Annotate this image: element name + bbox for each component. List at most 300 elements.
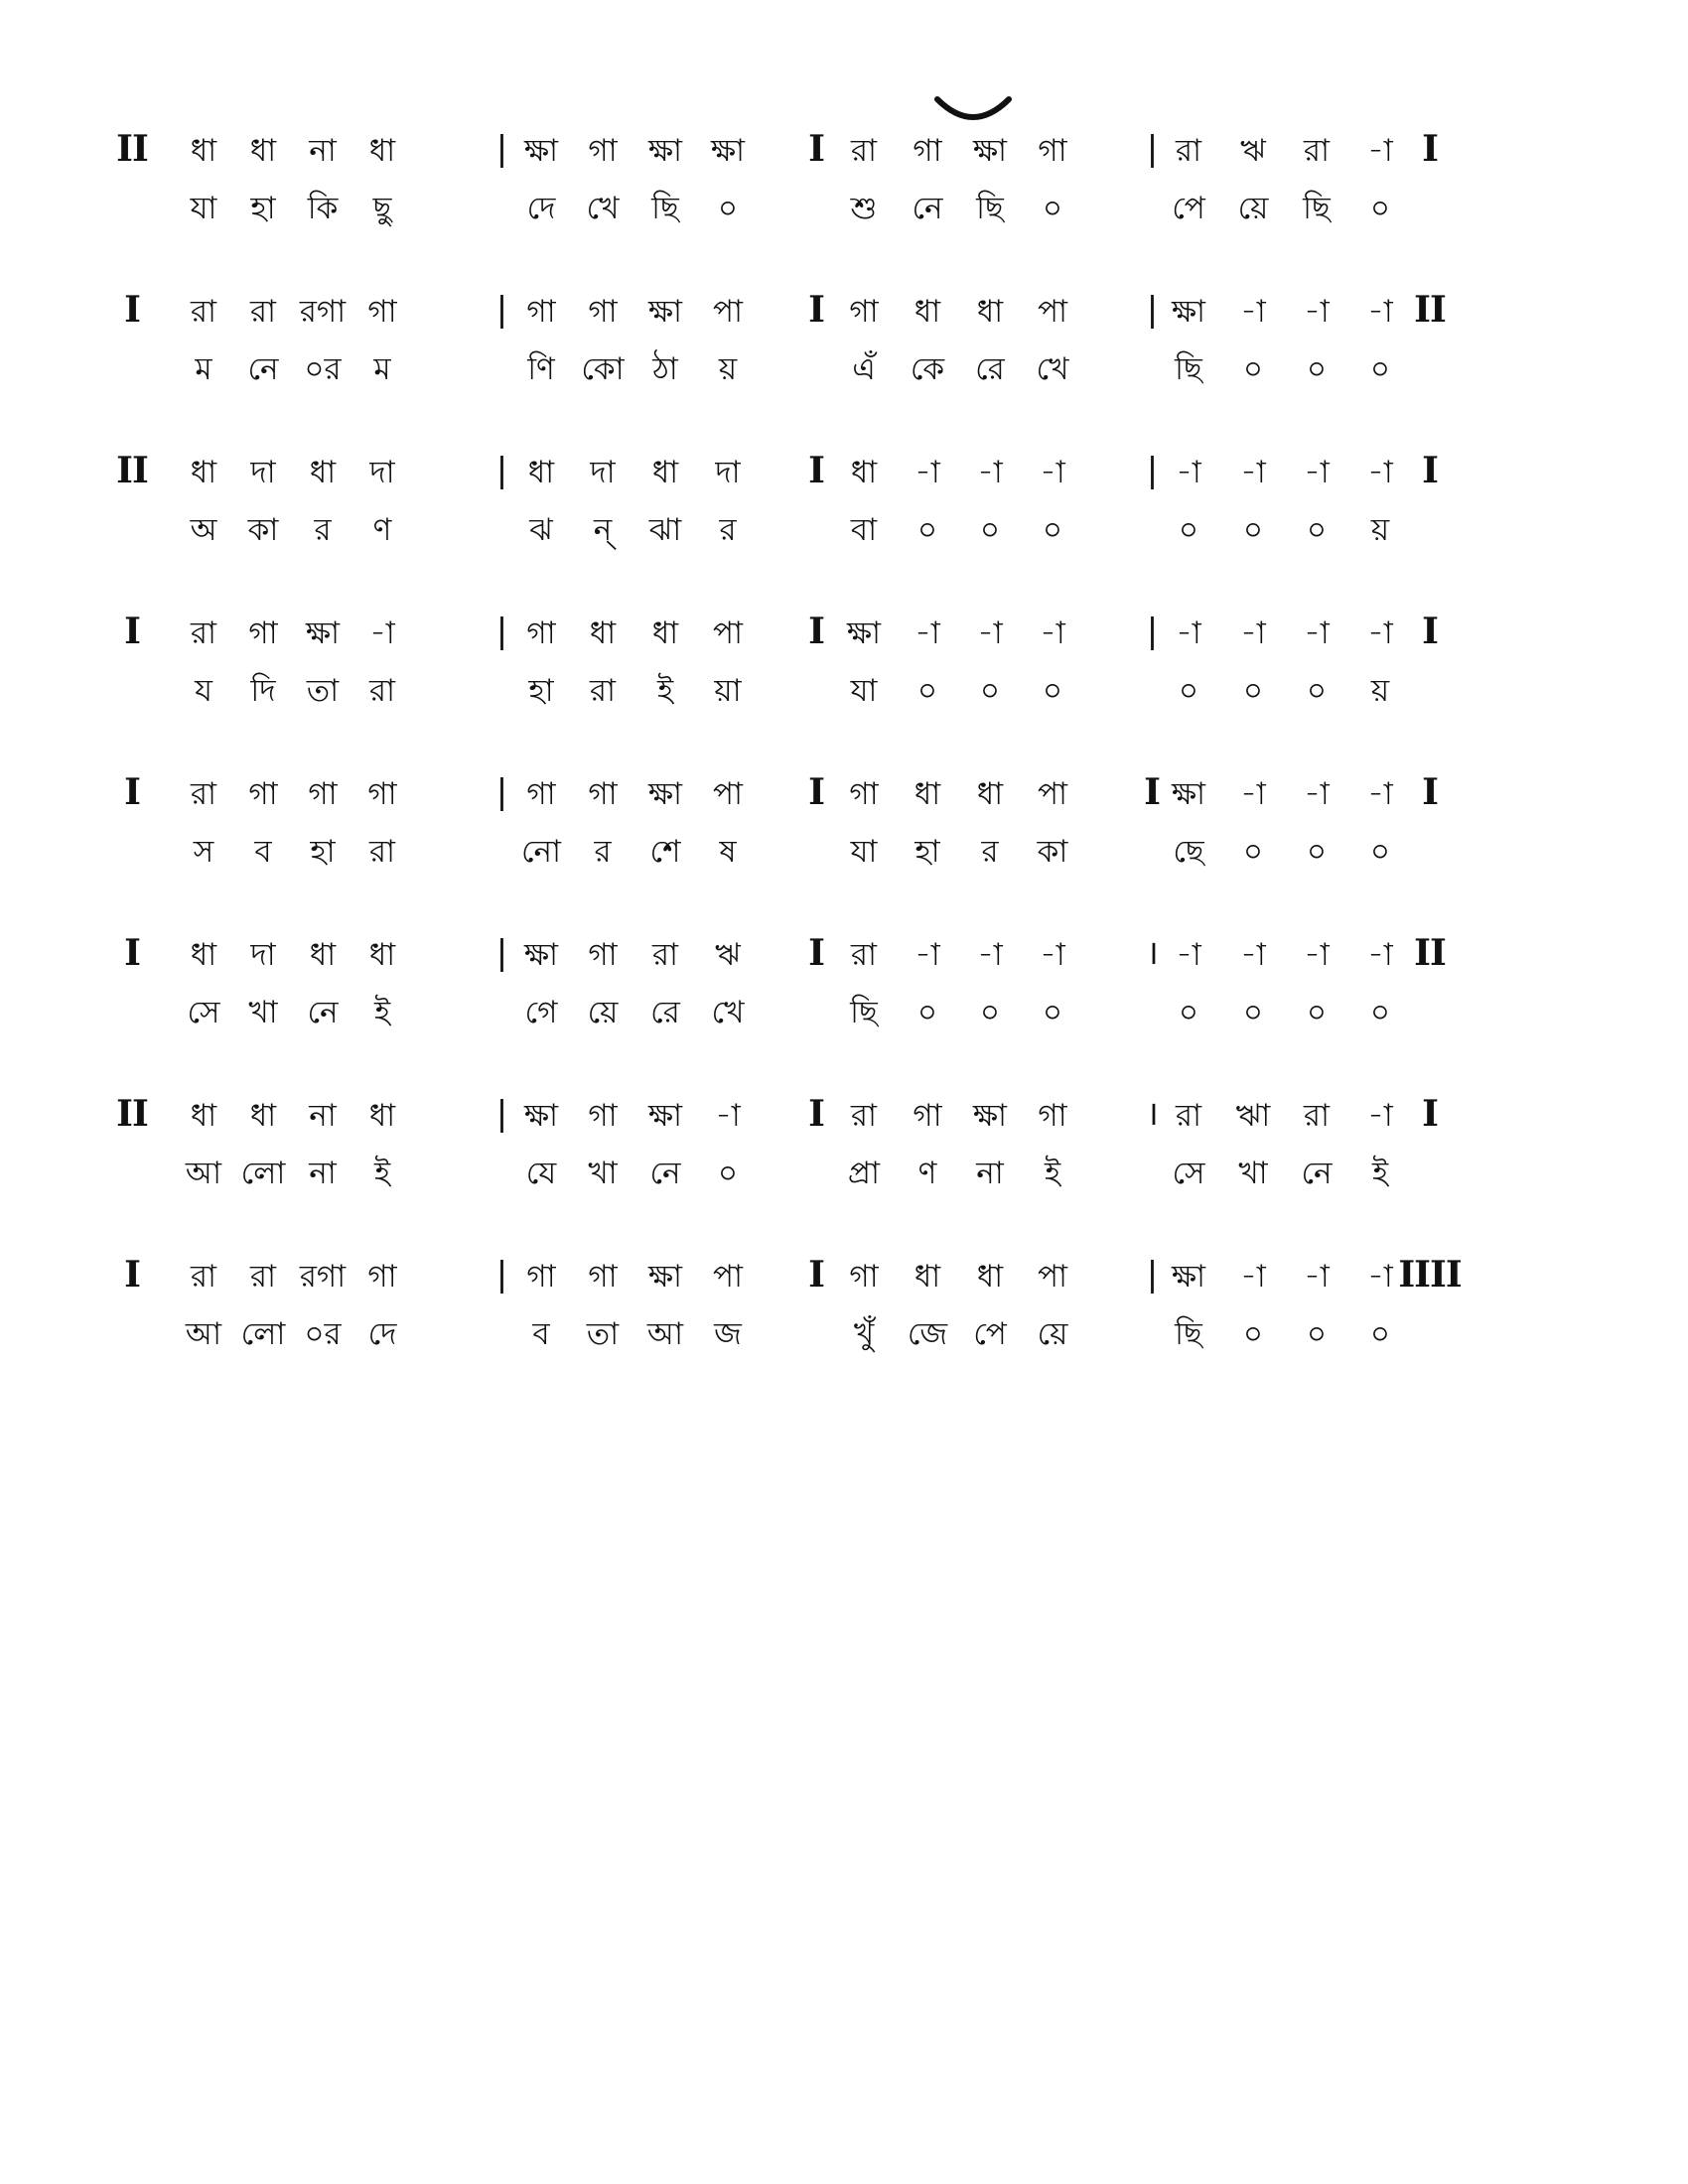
note: -া xyxy=(1176,615,1201,651)
note: -া xyxy=(1040,615,1065,651)
bar-line: I xyxy=(1422,611,1438,652)
note: ক্ষা xyxy=(846,615,882,651)
bar-line: II xyxy=(116,1093,148,1135)
note: -া xyxy=(914,455,940,490)
note: রা xyxy=(249,294,277,330)
bar-line: । xyxy=(1146,1094,1158,1134)
note-row xyxy=(0,1092,1688,1140)
note: রা xyxy=(1175,1098,1202,1134)
note: -া xyxy=(1240,294,1266,330)
lyric-syllable: ০ xyxy=(717,1156,739,1191)
note: ধা xyxy=(651,455,679,490)
lyric-syllable: প্রা xyxy=(847,1156,881,1191)
lyric-syllable: ন্ xyxy=(593,512,613,548)
note: -া xyxy=(1367,133,1393,169)
note: -া xyxy=(1367,615,1393,651)
lyric-syllable: ০ xyxy=(979,995,1001,1030)
lyric-syllable: জে xyxy=(907,1316,948,1352)
note: ঋ xyxy=(1240,133,1266,169)
note: গা xyxy=(308,776,338,812)
note: ধা xyxy=(914,776,941,812)
bar-line: I xyxy=(1422,771,1438,813)
lyric-syllable: য় xyxy=(1370,512,1390,548)
lyric-row xyxy=(0,828,1688,876)
note-row xyxy=(0,449,1688,496)
lyric-syllable: ০ xyxy=(1042,191,1063,226)
note: ধা xyxy=(976,1259,1004,1295)
bar-line: | xyxy=(1146,451,1158,490)
lyric-syllable: ০ xyxy=(1178,995,1199,1030)
note: ধা xyxy=(976,776,1004,812)
note: -া xyxy=(1367,1259,1393,1295)
bar-line: | xyxy=(495,1255,507,1295)
lyric-syllable: এঁ xyxy=(852,351,876,387)
note: ক্ষা xyxy=(523,1098,559,1134)
lyric-syllable: ০ xyxy=(1242,512,1264,548)
lyric-syllable: ছি xyxy=(1175,1316,1202,1352)
note: ক্ষা xyxy=(1171,294,1206,330)
lyric-syllable: ০ xyxy=(1178,673,1199,709)
note: -া xyxy=(977,937,1003,973)
lyric-syllable: ০ xyxy=(1242,995,1264,1030)
note: -া xyxy=(1040,937,1065,973)
lyric-syllable: র xyxy=(314,512,332,548)
lyric-syllable: ০ xyxy=(1042,512,1063,548)
note: রা xyxy=(850,133,878,169)
lyric-row xyxy=(0,345,1688,393)
lyric-syllable: ০ xyxy=(916,673,938,709)
lyric-syllable: ণি xyxy=(527,351,555,387)
lyric-syllable: নে xyxy=(1301,1156,1333,1191)
note: -া xyxy=(1367,455,1393,490)
note: -া xyxy=(1240,615,1266,651)
lyric-syllable: লো xyxy=(240,1316,286,1352)
bar-line: IIII xyxy=(1398,1254,1462,1296)
note: -া xyxy=(977,615,1003,651)
lyric-syllable: ০ xyxy=(1242,1316,1264,1352)
note: ক্ষা xyxy=(1171,776,1206,812)
lyric-syllable: গে xyxy=(524,995,558,1030)
lyric-syllable: য়ে xyxy=(587,995,619,1030)
lyric-syllable: হা xyxy=(310,834,336,870)
note: ক্ষা xyxy=(972,133,1008,169)
note: ধা xyxy=(309,937,337,973)
lyric-syllable: ই xyxy=(1371,1156,1389,1191)
bar-line: I xyxy=(808,1254,824,1296)
lyric-syllable: খে xyxy=(711,995,745,1030)
lyric-syllable: নে xyxy=(912,191,943,226)
note: গা xyxy=(526,776,556,812)
staff-3 xyxy=(0,449,1688,598)
lyric-syllable: পে xyxy=(1172,191,1205,226)
bar-line: I xyxy=(1422,128,1438,170)
note: না xyxy=(309,1098,337,1134)
lyric-syllable: কে xyxy=(910,351,945,387)
note: -া xyxy=(1304,1259,1330,1295)
note: -া xyxy=(1240,455,1266,490)
bar-line: II xyxy=(1414,932,1446,974)
lyric-syllable: খে xyxy=(1036,351,1069,387)
note: ধা xyxy=(914,294,941,330)
lyric-syllable: ছি xyxy=(651,191,679,226)
lyric-syllable: র xyxy=(594,834,612,870)
lyric-syllable: ০ xyxy=(1178,512,1199,548)
note: -া xyxy=(977,455,1003,490)
lyric-syllable: য়া xyxy=(714,673,742,709)
note: ক্ষা xyxy=(1171,1259,1206,1295)
lyric-syllable: য় xyxy=(1370,673,1390,709)
note: রগা xyxy=(299,1259,347,1295)
lyric-syllable: ছি xyxy=(1303,191,1331,226)
note: -া xyxy=(1304,615,1330,651)
note: ঋা xyxy=(1235,1098,1271,1134)
note: গা xyxy=(588,294,618,330)
lyric-syllable: ঝ xyxy=(529,512,553,548)
bar-line: I xyxy=(808,771,824,813)
lyric-syllable: ০ xyxy=(1306,512,1328,548)
note-row xyxy=(0,610,1688,657)
note: ধা xyxy=(976,294,1004,330)
note: গা xyxy=(913,1098,942,1134)
note: পা xyxy=(712,776,744,812)
note: রগা xyxy=(299,294,347,330)
note: ধা xyxy=(190,133,217,169)
note: রা xyxy=(190,615,217,651)
lyric-syllable: ছি xyxy=(850,995,878,1030)
lyric-syllable: ০ xyxy=(1242,351,1264,387)
lyric-syllable: ০ xyxy=(1242,834,1264,870)
lyric-syllable: রে xyxy=(650,995,680,1030)
bar-line: I xyxy=(124,289,140,331)
note: রা xyxy=(190,776,217,812)
note: পা xyxy=(1037,1259,1068,1295)
note: গা xyxy=(248,615,278,651)
bar-line: । xyxy=(1146,933,1158,973)
lyric-syllable: ই xyxy=(373,995,391,1030)
note: পা xyxy=(712,615,744,651)
note: গা xyxy=(1038,133,1067,169)
staff-5 xyxy=(0,770,1688,919)
note: গা xyxy=(367,776,397,812)
bar-line: | xyxy=(1146,290,1158,330)
lyric-syllable: হা xyxy=(528,673,554,709)
lyric-syllable: ০ xyxy=(916,512,938,548)
bar-line: | xyxy=(495,451,507,490)
lyric-syllable: তা xyxy=(586,1316,620,1352)
lyric-syllable: আ xyxy=(646,1316,684,1352)
note: -া xyxy=(1367,776,1393,812)
bar-line: I xyxy=(808,128,824,170)
note: -া xyxy=(1240,937,1266,973)
lyric-syllable: দে xyxy=(526,191,556,226)
note: ধা xyxy=(190,455,217,490)
lyric-syllable: ঠা xyxy=(652,351,678,387)
note: -া xyxy=(1176,455,1201,490)
lyric-syllable: ০ xyxy=(1306,673,1328,709)
bar-line: | xyxy=(495,129,507,169)
note: পা xyxy=(712,1259,744,1295)
note: রা xyxy=(190,294,217,330)
lyric-syllable: আ xyxy=(185,1316,222,1352)
note: গা xyxy=(588,1259,618,1295)
lyric-syllable: ০ xyxy=(979,512,1001,548)
lyric-syllable: য়ে xyxy=(1237,191,1269,226)
note: ধা xyxy=(249,133,277,169)
note: ক্ষা xyxy=(647,776,683,812)
lyric-syllable: পে xyxy=(973,1316,1007,1352)
staff-1 xyxy=(0,127,1688,276)
bar-line: I xyxy=(808,1093,824,1135)
lyric-syllable: রা xyxy=(368,834,396,870)
bar-line: | xyxy=(495,612,507,651)
note: রা xyxy=(190,1259,217,1295)
lyric-row xyxy=(0,667,1688,715)
lyric-syllable: তা xyxy=(306,673,340,709)
lyric-syllable: ছি xyxy=(976,191,1004,226)
lyric-syllable: দি xyxy=(250,673,276,709)
lyric-syllable: রা xyxy=(368,673,396,709)
lyric-syllable: ০ xyxy=(717,191,739,226)
lyric-syllable: নে xyxy=(649,1156,681,1191)
bar-line: I xyxy=(1422,450,1438,491)
note: গা xyxy=(248,776,278,812)
bar-line: I xyxy=(124,611,140,652)
staff-6 xyxy=(0,931,1688,1080)
lyric-syllable: ম xyxy=(373,351,391,387)
note: ক্ষা xyxy=(647,294,683,330)
lyric-syllable: রা xyxy=(589,673,617,709)
lyric-syllable: খুঁ xyxy=(853,1316,875,1352)
lyric-syllable: য়ে xyxy=(1037,1316,1068,1352)
lyric-syllable: জ xyxy=(714,1316,742,1352)
lyric-syllable: ০র xyxy=(304,1316,342,1352)
lyric-syllable: খে xyxy=(586,191,620,226)
lyric-syllable: যে xyxy=(525,1156,557,1191)
note: রা xyxy=(1303,1098,1331,1134)
lyric-syllable: শে xyxy=(649,834,681,870)
lyric-row xyxy=(0,1310,1688,1358)
note: ধা xyxy=(190,1098,217,1134)
lyric-syllable: নো xyxy=(520,834,562,870)
bar-line: I xyxy=(808,450,824,491)
note: গা xyxy=(588,937,618,973)
lyric-syllable: ০ xyxy=(1306,995,1328,1030)
lyric-syllable: যা xyxy=(850,834,878,870)
lyric-syllable: র xyxy=(719,512,737,548)
lyric-syllable: না xyxy=(976,1156,1004,1191)
lyric-syllable: ০ xyxy=(1369,834,1391,870)
note: ধা xyxy=(651,615,679,651)
lyric-syllable: ০ xyxy=(1369,351,1391,387)
lyric-row xyxy=(0,185,1688,232)
lyric-syllable: ই xyxy=(656,673,674,709)
bar-line: I xyxy=(1144,771,1160,813)
bar-line: I xyxy=(1422,1093,1438,1135)
note: গা xyxy=(588,776,618,812)
note: -া xyxy=(1304,294,1330,330)
note: রা xyxy=(850,937,878,973)
lyric-syllable: ০ xyxy=(1306,1316,1328,1352)
note: ধা xyxy=(368,133,396,169)
note: পা xyxy=(1037,294,1068,330)
note: -া xyxy=(715,1098,741,1134)
note-row xyxy=(0,770,1688,818)
lyric-syllable: য xyxy=(195,673,212,709)
lyric-syllable: কো xyxy=(581,351,625,387)
note: -া xyxy=(1240,1259,1266,1295)
lyric-syllable: র xyxy=(981,834,999,870)
lyric-syllable: য় xyxy=(718,351,738,387)
note: -া xyxy=(1176,937,1201,973)
note: গা xyxy=(367,1259,397,1295)
lyric-syllable: শু xyxy=(850,191,878,226)
lyric-syllable: রে xyxy=(975,351,1005,387)
note: না xyxy=(309,133,337,169)
note: -া xyxy=(1304,937,1330,973)
bar-line: II xyxy=(1414,289,1446,331)
lyric-syllable: ০ xyxy=(916,995,938,1030)
note: রা xyxy=(651,937,679,973)
note: গা xyxy=(588,1098,618,1134)
note: দা xyxy=(369,455,395,490)
bar-line: | xyxy=(1146,1255,1158,1295)
note: দা xyxy=(715,455,741,490)
bar-line: I xyxy=(124,1254,140,1296)
bar-line: | xyxy=(495,772,507,812)
bar-line: | xyxy=(495,1094,507,1134)
note: রা xyxy=(850,1098,878,1134)
lyric-syllable: না xyxy=(309,1156,337,1191)
lyric-syllable: খা xyxy=(588,1156,618,1191)
lyric-syllable: সে xyxy=(187,995,220,1030)
note: -া xyxy=(1240,776,1266,812)
bar-line: I xyxy=(808,932,824,974)
staff-4 xyxy=(0,610,1688,758)
note: ক্ষা xyxy=(523,133,559,169)
note: রা xyxy=(249,1259,277,1295)
lyric-syllable: বা xyxy=(850,512,878,548)
lyric-syllable: ছে xyxy=(1173,834,1204,870)
note: গা xyxy=(849,776,879,812)
note: ধা xyxy=(368,937,396,973)
lyric-syllable: সে xyxy=(1172,1156,1205,1191)
note: পা xyxy=(712,294,744,330)
lyric-syllable: নে xyxy=(247,351,279,387)
bar-line: I xyxy=(808,289,824,331)
lyric-syllable: খা xyxy=(248,995,278,1030)
note: ধা xyxy=(190,937,217,973)
note: -া xyxy=(1367,1098,1393,1134)
note-row xyxy=(0,931,1688,979)
note: গা xyxy=(849,294,879,330)
note: -া xyxy=(1040,455,1065,490)
lyric-syllable: ০ xyxy=(1369,191,1391,226)
note: রা xyxy=(1175,133,1202,169)
lyric-syllable: ম xyxy=(195,351,212,387)
lyric-syllable: ব xyxy=(532,1316,550,1352)
note: ক্ষা xyxy=(647,133,683,169)
note: ধা xyxy=(249,1098,277,1134)
lyric-syllable: ই xyxy=(373,1156,391,1191)
bar-line: II xyxy=(116,450,148,491)
lyric-syllable: ০ xyxy=(1042,673,1063,709)
note: ক্ষা xyxy=(972,1098,1008,1134)
lyric-row xyxy=(0,989,1688,1036)
lyric-syllable: হা xyxy=(914,834,940,870)
note: ক্ষা xyxy=(305,615,341,651)
note: -া xyxy=(1304,455,1330,490)
lyric-syllable: যা xyxy=(190,191,217,226)
lyric-syllable: কি xyxy=(307,191,339,226)
note: গা xyxy=(913,133,942,169)
note: গা xyxy=(849,1259,879,1295)
lyric-syllable: খা xyxy=(1238,1156,1268,1191)
lyric-syllable: নে xyxy=(307,995,339,1030)
lyric-syllable: ০ xyxy=(1306,834,1328,870)
note-row xyxy=(0,1253,1688,1300)
lyric-syllable: ০ xyxy=(1369,1316,1391,1352)
note: -া xyxy=(914,937,940,973)
lyric-syllable: ণ xyxy=(917,1156,937,1191)
note: -া xyxy=(914,615,940,651)
lyric-syllable: ষ xyxy=(719,834,737,870)
note: ঋ xyxy=(715,937,741,973)
lyric-syllable: ছি xyxy=(1175,351,1202,387)
note-row xyxy=(0,127,1688,175)
note: ধা xyxy=(368,1098,396,1134)
staff-7 xyxy=(0,1092,1688,1241)
lyric-syllable: হা xyxy=(250,191,276,226)
lyric-syllable: লো xyxy=(240,1156,286,1191)
bar-line: I xyxy=(124,932,140,974)
note: ধা xyxy=(309,455,337,490)
lyric-syllable: ০ xyxy=(979,673,1001,709)
bar-line: | xyxy=(495,290,507,330)
note: দা xyxy=(590,455,616,490)
lyric-syllable: আ xyxy=(185,1156,222,1191)
note: ধা xyxy=(850,455,878,490)
lyric-syllable: কা xyxy=(1037,834,1068,870)
note: -া xyxy=(1367,937,1393,973)
bar-line: | xyxy=(495,933,507,973)
lyric-syllable: ঝা xyxy=(648,512,682,548)
staff-2 xyxy=(0,288,1688,437)
note: ধা xyxy=(914,1259,941,1295)
lyric-syllable: কা xyxy=(247,512,279,548)
bar-line: | xyxy=(1146,129,1158,169)
lyric-syllable: ০ xyxy=(1369,995,1391,1030)
lyric-syllable: ০র xyxy=(304,351,342,387)
note: ক্ষা xyxy=(647,1259,683,1295)
note: দা xyxy=(250,937,276,973)
note-row xyxy=(0,288,1688,336)
staff-8 xyxy=(0,1253,1688,1402)
lyric-row xyxy=(0,1150,1688,1197)
bar-line: I xyxy=(124,771,140,813)
note: গা xyxy=(367,294,397,330)
lyric-syllable: ০ xyxy=(1042,995,1063,1030)
lyric-syllable: স xyxy=(193,834,214,870)
note: -া xyxy=(369,615,395,651)
note: গা xyxy=(526,1259,556,1295)
note: গা xyxy=(526,294,556,330)
note: ধা xyxy=(589,615,617,651)
note: -া xyxy=(1367,294,1393,330)
slur-mark xyxy=(933,95,1013,125)
lyric-syllable: ণ xyxy=(372,512,392,548)
note: গা xyxy=(526,615,556,651)
note: গা xyxy=(1038,1098,1067,1134)
